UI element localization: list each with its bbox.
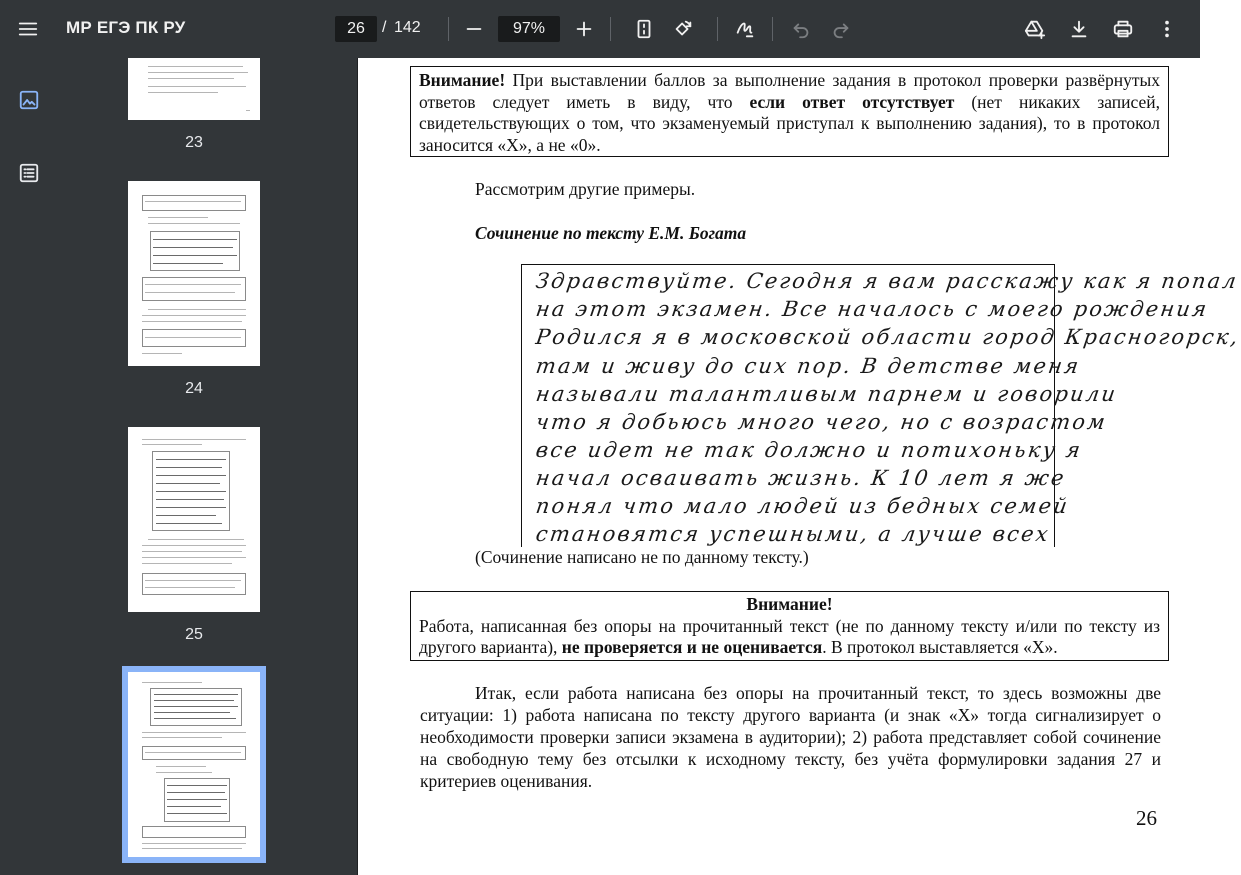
toolbar-divider bbox=[717, 17, 718, 41]
notice-text: . В протокол выставляется «Х». bbox=[822, 637, 1058, 657]
thumbnail-page-25[interactable] bbox=[128, 427, 260, 612]
notice-emphasis: не проверяется и не оценивается bbox=[561, 637, 823, 657]
essay-note: (Сочинение написано не по данному тексту.) bbox=[475, 547, 809, 567]
notice-text: При выставлении баллов за выполнение задания в протокол проверки развёрнутых ответов следует иметь в виду, что bbox=[419, 70, 1160, 112]
handwriting-line: понял что мало людей из бедных семей bbox=[534, 494, 1071, 518]
redo-icon[interactable] bbox=[827, 15, 855, 43]
handwriting-line: на этот экзамен. Все началось с моего рождения bbox=[534, 297, 1211, 321]
thumbnail-page-26[interactable] bbox=[128, 672, 260, 857]
intro-paragraph: Рассмотрим другие примеры. bbox=[475, 179, 696, 199]
page-number: 26 bbox=[1136, 806, 1157, 830]
toolbar-divider bbox=[772, 17, 773, 41]
handwriting-line: что я добьюсь много чего, но с возрастом bbox=[534, 410, 1109, 434]
thumbnail-pane bbox=[60, 58, 358, 875]
toolbar bbox=[0, 0, 1200, 58]
zoom-level-input[interactable]: 97% bbox=[498, 16, 560, 42]
toolbar-divider bbox=[448, 17, 449, 41]
page-total: 142 bbox=[394, 19, 421, 36]
notice-text: (нет никаких записей, свидетельствующих о том, что экзаменуемый приступал к выполнению задания), то в протокол заносится «Х», а не «0». bbox=[419, 91, 1161, 155]
thumbnail-label: 24 bbox=[185, 380, 203, 397]
outline-icon[interactable] bbox=[18, 162, 42, 186]
fit-page-icon[interactable] bbox=[630, 15, 658, 43]
handwriting-line: Родился я в московской области город Красногорск, bbox=[534, 325, 1241, 349]
toolbar-divider bbox=[610, 17, 611, 41]
page-separator: / bbox=[382, 19, 387, 36]
attention-notice bbox=[410, 66, 1169, 157]
document-title: МР ЕГЭ ПК РУ bbox=[66, 18, 186, 37]
undo-icon[interactable] bbox=[787, 15, 815, 43]
thumbnail-label: 25 bbox=[185, 626, 203, 643]
notice-text: Работа, написанная без опоры на прочитанный текст (не по данному тексту и/или по тексту из другого варианта), bbox=[419, 615, 1160, 657]
download-icon[interactable] bbox=[1065, 15, 1093, 43]
handwriting-line: называли талантливым парнем и говорили bbox=[534, 382, 1119, 406]
handwriting-line: Здравствуйте. Сегодня я вам расскажу как я попал bbox=[534, 269, 1240, 293]
handwritten-essay-image bbox=[521, 264, 1241, 547]
document-page bbox=[358, 58, 1241, 875]
thumbnail-page-23[interactable] bbox=[128, 58, 260, 120]
conclusion-paragraph: Итак, если работа написана без опоры на прочитанный текст, то здесь возможны две ситуации: 1) работа написана по тексту другого варианта (и знак «Х» тогда сигнализирует о необходимости проверки записи экзамена в аудитории); 2) работа представляет собой сочинение на свободную тему без отсылки к исходному тексту, без учёта формулировки задания 27 и критериев оценивания. bbox=[420, 683, 1161, 791]
notice-emphasis: если ответ отсутствует bbox=[749, 91, 955, 112]
zoom-out-icon[interactable] bbox=[460, 15, 488, 43]
notice-heading: Внимание! bbox=[419, 70, 506, 90]
rotate-icon[interactable] bbox=[669, 15, 697, 43]
zoom-in-icon[interactable] bbox=[570, 15, 598, 43]
sidebar-rail bbox=[0, 58, 60, 875]
handwriting-line: становятся успешными, а лучше всех bbox=[534, 522, 1052, 546]
annotate-icon[interactable] bbox=[731, 15, 759, 43]
handwriting-line: все идет не так должно и потихоньку я bbox=[534, 438, 1084, 462]
attention-notice-2 bbox=[410, 591, 1169, 661]
add-to-drive-icon[interactable] bbox=[1021, 15, 1049, 43]
page-number-input[interactable]: 26 bbox=[335, 16, 377, 42]
notice-heading: Внимание! bbox=[746, 594, 833, 614]
essay-heading: Сочинение по тексту Е.М. Богата bbox=[475, 223, 747, 243]
more-icon[interactable] bbox=[1153, 15, 1181, 43]
print-icon[interactable] bbox=[1109, 15, 1137, 43]
thumbnail-page-24[interactable] bbox=[128, 181, 260, 366]
handwriting-line: начал осваивать жизнь. К 10 лет я же bbox=[534, 466, 1068, 490]
thumbnails-icon[interactable] bbox=[18, 89, 42, 113]
thumbnail-label: 23 bbox=[185, 134, 203, 151]
handwriting-line: там и живу до сих пор. В детстве меня bbox=[534, 354, 1083, 378]
menu-icon[interactable] bbox=[14, 15, 42, 43]
